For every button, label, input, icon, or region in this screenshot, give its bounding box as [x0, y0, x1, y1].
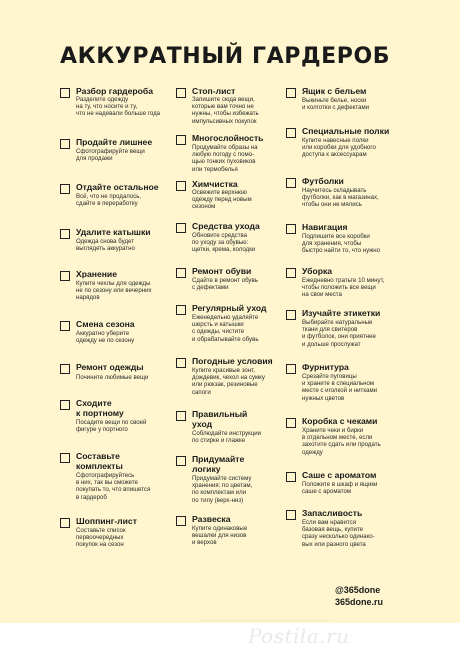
item-description: Купите красивые зонт, дождевик, чехол на сумку или рюкзак, резиновые сапоги [192, 367, 265, 396]
item-heading: Уборка [302, 266, 333, 276]
item-heading: Изучайте этикетки [302, 308, 381, 318]
item-description: Купите одинаковые вешалки для низов и верхов [192, 525, 248, 547]
item-heading: Ящик с бельем [302, 86, 367, 96]
checkbox[interactable] [60, 139, 70, 149]
item-heading: Развеска [192, 514, 231, 524]
item-heading: Правильный уход [192, 409, 248, 429]
item-description: Положите в шкаф и ящики саше с ароматом [302, 481, 378, 496]
checkbox[interactable] [176, 181, 186, 191]
item-description: Соблюдайте инструкции по стирке и глажке [192, 430, 262, 445]
checkbox[interactable] [286, 268, 296, 278]
checkbox[interactable] [176, 411, 186, 421]
social-handle[interactable]: @365done [335, 585, 381, 595]
checkbox[interactable] [176, 88, 186, 98]
item-description: Запишите сюда вещи, которые вам точно не нужны, чтобы избежать импульсивных покупок [192, 96, 259, 125]
checkbox[interactable] [176, 135, 186, 145]
checkbox[interactable] [286, 88, 296, 98]
item-heading: Многослойность [192, 133, 264, 143]
item-description: Если вам нравится базовая вещь, купите сразу несколько одинако- вых или разного цвета [302, 519, 375, 548]
checkbox[interactable] [60, 229, 70, 239]
item-heading: Коробка с чеками [302, 416, 378, 426]
checkbox[interactable] [286, 510, 296, 520]
checkbox[interactable] [60, 400, 70, 410]
checkbox[interactable] [60, 364, 70, 374]
item-description: Сфотографируйтесь в них, так вы сможете покупать то, что впишется в гардероб [76, 472, 151, 501]
item-description: Срезайте пуговицы и храните в специальном месте с иголкой и нитками нужных цветов [302, 373, 378, 402]
item-description: Сдайте в ремонт обувь с дефектами [192, 277, 258, 292]
checkbox[interactable] [176, 305, 186, 315]
item-heading: Погодные условия [192, 356, 273, 366]
item-heading: Ремонт одежды [76, 362, 144, 372]
item-description: Почините любимые вещи [76, 374, 149, 381]
item-description: Посадите вещи по своей фигуре у портного [76, 419, 147, 434]
checkbox[interactable] [176, 516, 186, 526]
checkbox[interactable] [176, 268, 186, 278]
checkbox[interactable] [286, 128, 296, 138]
item-heading: Саше с ароматом [302, 470, 377, 480]
item-description: Составьте список первоочередных покупок на сезон [76, 527, 126, 549]
item-description: Одежда снова будет выглядеть аккуратно [76, 238, 135, 253]
item-description: Разделите одежду на ту, что носите и ту, что не надевали больше года [76, 96, 161, 118]
item-heading: Придумайте логику [192, 454, 245, 474]
item-description: Освежите верхнюю одежду перед новым сезоном [192, 189, 252, 211]
item-heading: Специальные полки [302, 126, 390, 136]
watermark-strip [0, 623, 460, 650]
checkbox[interactable] [286, 224, 296, 234]
item-heading: Химчистка [192, 179, 238, 189]
item-description: Купите чехлы для одежды не по сезону или вечерних нарядов [76, 280, 152, 302]
checkbox[interactable] [60, 518, 70, 528]
item-heading: Футболки [302, 176, 344, 186]
website-link[interactable]: 365done.ru [335, 597, 384, 607]
item-heading: Шоппинг-лист [76, 516, 137, 526]
item-heading: Регулярный уход [192, 303, 267, 313]
item-heading: Стоп-лист [192, 86, 236, 96]
item-description: Выбирайте натуральные ткани для свитеров и футболок, они приятнее и дольше прослужат [302, 319, 376, 348]
item-description: Продумайте образы на любую погоду с помо- щью тонких пуховиков или термобелья [192, 144, 258, 173]
item-heading: Продайте лишнее [76, 137, 153, 147]
divider [200, 620, 330, 621]
footer-credits [335, 584, 383, 608]
checkbox[interactable] [286, 472, 296, 482]
item-heading: Составьте комплекты [76, 451, 123, 471]
item-description: Обновите средства по уходу за обувью: щетки, крема, колодки [192, 232, 256, 254]
item-description: Ежедневно тратьте 10 минут, чтобы положить все вещи на свои места [302, 277, 385, 299]
item-heading: Средства ухода [192, 221, 260, 231]
item-heading: Сходите к портному [76, 398, 124, 418]
checkbox[interactable] [60, 184, 70, 194]
checkbox[interactable] [176, 456, 186, 466]
item-description: Купите навесные полки или коробки для удобного доступа к аксессуарам [302, 137, 376, 159]
item-heading: Навигация [302, 222, 348, 232]
item-description: Выкиньте белье, носки и колготки с дефектами [302, 97, 370, 112]
checkbox[interactable] [286, 418, 296, 428]
item-heading: Удалите катышки [76, 227, 151, 237]
checkbox[interactable] [176, 223, 186, 233]
checkbox[interactable] [60, 453, 70, 463]
checkbox[interactable] [60, 88, 70, 98]
checkbox[interactable] [286, 310, 296, 320]
page-title: АККУРАТНЫЙ ГАРДЕРОБ [60, 44, 391, 69]
item-heading: Отдайте остальное [76, 182, 159, 192]
item-description: Всё, что не продалось, сдайте в переработку [76, 193, 142, 208]
item-heading: Фурнитура [302, 362, 349, 372]
watermark-logo: Postila.ru [248, 624, 350, 648]
checkbox[interactable] [60, 321, 70, 331]
checkbox[interactable] [60, 271, 70, 281]
checkbox[interactable] [286, 178, 296, 188]
checkbox[interactable] [286, 364, 296, 374]
item-description: Подпишите все коробки для хранения, чтобы быстро найти то, что нужно [302, 233, 381, 255]
item-description: Научитесь складывать футболки, как в магазинах, чтобы они не мялись [302, 187, 379, 209]
item-description: Придумайте систему хранения: по цветам, по комплектам или по типу (верх-низ) [192, 475, 253, 504]
item-heading: Разбор гардероба [76, 86, 153, 96]
item-heading: Запасливость [302, 508, 363, 518]
item-heading: Смена сезона [76, 319, 135, 329]
checkbox[interactable] [176, 358, 186, 368]
item-description: Еженедельно удаляйте шерсть и катышки с одежды, чистите и обрабатывайте обувь [192, 314, 259, 343]
item-description: Храните чеки и бирки в отдельном месте, если захотите сдать или продать одежду [302, 427, 381, 456]
item-heading: Хранение [76, 269, 117, 279]
item-description: Аккуратно уберите одежду не по сезону [76, 330, 135, 345]
item-heading: Ремонт обуви [192, 266, 252, 276]
item-description: Сфотографируйте вещи для продажи [76, 148, 145, 163]
